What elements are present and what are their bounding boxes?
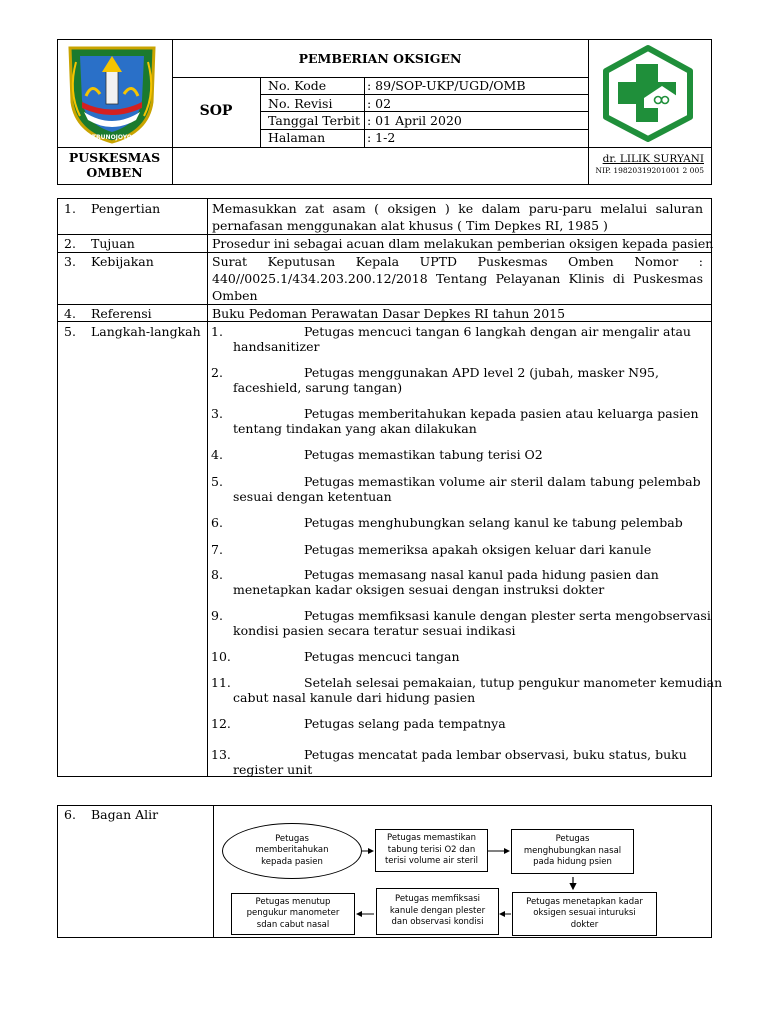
flow-text: Petugas	[555, 834, 590, 845]
signer-name: dr. LILIK SURYANI	[602, 153, 704, 165]
kebijakan-line3: Omben	[212, 288, 258, 303]
flow-text: tabung terisi O2 dan	[387, 844, 476, 855]
flow-text: Petugas memastikan	[387, 833, 476, 844]
step-text: Petugas selang pada tempatnya	[304, 716, 506, 731]
flow-text: Petugas menutup	[255, 896, 331, 907]
step-text: Petugas menggunakan APD level 2 (jubah, masker N95,	[304, 365, 659, 380]
step-number: 13.	[211, 747, 231, 762]
flow-box-menghubungkan-nasal	[511, 829, 634, 874]
flow-text: Petugas	[275, 833, 309, 844]
flow-text: pada hidung psien	[533, 857, 612, 868]
step-number: 7.	[211, 542, 223, 557]
kebijakan-line1: Surat Keputusan Kepala UPTD Puskesmas Omben Nomor :	[212, 254, 703, 269]
step-number: 8.	[211, 567, 223, 582]
step-text-cont: cabut nasal kanule dari hidung pasien	[233, 690, 476, 705]
step-text: Petugas memastikan volume air steril dalam tabung pelembab	[304, 474, 701, 489]
step-text: Petugas memastikan tabung terisi O2	[304, 447, 543, 462]
flow-text: oksigen sesuai inturuksi	[533, 908, 636, 919]
flow-box-memastikan-tabung	[375, 829, 488, 872]
step-text-cont: register unit	[233, 762, 313, 777]
step-number: 9.	[211, 608, 223, 623]
step-text: Petugas memberitahukan kepada pasien atau keluarga pasien	[304, 406, 699, 421]
flow-text: dan observasi kondisi	[391, 917, 484, 928]
step-text: Petugas mencuci tangan 6 langkah dengan air mengalir atau	[304, 324, 691, 339]
step-text-cont: kondisi pasien secara teratur sesuai indikasi	[233, 623, 516, 638]
flow-text: dokter	[570, 919, 599, 930]
step-text-cont: sesuai dengan ketentuan	[233, 489, 392, 504]
org-name-line1: PUSKESMAS	[68, 150, 161, 165]
section-number: 5.	[64, 324, 76, 339]
flow-text: terisi volume air steril	[384, 856, 479, 867]
document-title: PEMBERIAN OKSIGEN	[298, 51, 462, 66]
section-label-tujuan: Tujuan	[91, 236, 135, 251]
step-text-cont: faceshield, sarung tangan)	[233, 380, 403, 395]
flow-text: sdan cabut nasal	[256, 919, 330, 930]
meta-label-revisi: No. Revisi	[268, 96, 333, 111]
section-number: 6.	[64, 807, 76, 822]
signer-nip: NIP. 19820319201001 2 005	[595, 166, 704, 175]
flow-text: menghubungkan nasal	[523, 845, 622, 856]
meta-value-tanggal: : 01 April 2020	[367, 113, 462, 128]
step-number: 11.	[211, 675, 231, 690]
section-label-pengertian: Pengertian	[91, 201, 161, 216]
flow-box-menetapkan-kadar	[512, 892, 657, 936]
step-number: 3.	[211, 406, 223, 421]
meta-value-kode: : 89/SOP-UKP/UGD/OMB	[367, 78, 526, 93]
kebijakan-line2: 440//0025.1/434.203.200.12/2018 Tentang Pelayanan Klinis di Puskesmas	[212, 271, 703, 286]
section-label-kebijakan: Kebijakan	[91, 254, 154, 269]
section-label-referensi: Referensi	[91, 306, 152, 321]
flow-box-memberitahukan	[222, 823, 362, 879]
step-text-cont: handsanitizer	[233, 339, 320, 354]
meta-label-kode: No. Kode	[268, 78, 327, 93]
org-name-line2: OMBEN	[86, 165, 143, 180]
pengertian-line2: pernafasan menggunakan alat khusus ( Tim Depkes RI, 1985 )	[212, 218, 608, 233]
flow-text: kanule dengan plester	[389, 905, 486, 916]
section-number: 4.	[64, 306, 76, 321]
flow-text: Petugas memfiksasi	[395, 894, 480, 905]
step-text: Petugas memfiksasi kanule dengan plester serta mengobservasi	[304, 608, 711, 623]
section-number: 2.	[64, 236, 76, 251]
step-number: 4.	[211, 447, 223, 462]
step-number: 1.	[211, 324, 223, 339]
step-number: 5.	[211, 474, 223, 489]
step-text: Setelah selesai pemakaian, tutup pengukur manometer kemudian	[304, 675, 723, 690]
step-text-cont: menetapkan kadar oksigen sesuai dengan instruksi dokter	[233, 582, 605, 597]
step-text-cont: tentang tindakan yang akan dilakukan	[233, 421, 477, 436]
section-label-langkah: Langkah-langkah	[91, 324, 201, 339]
sop-label: SOP	[199, 103, 233, 119]
step-number: 6.	[211, 515, 223, 530]
svg-text:TRUNOJOYO: TRUNOJOYO	[91, 134, 133, 141]
step-text: Petugas mencuci tangan	[304, 649, 460, 664]
flow-box-memfiksasi	[376, 888, 499, 935]
meta-label-tanggal: Tanggal Terbit	[268, 113, 361, 128]
section-number: 3.	[64, 254, 76, 269]
section-label-bagan-alir: Bagan Alir	[91, 807, 159, 822]
meta-value-revisi: : 02	[367, 96, 392, 111]
pengertian-line1: Memasukkan zat asam ( oksigen ) ke dalam paru-paru melalui saluran	[212, 201, 703, 216]
flow-text: memberitahukan	[255, 845, 329, 856]
step-number: 12.	[211, 716, 231, 731]
flow-box-menutup-manometer	[231, 893, 355, 935]
step-text: Petugas menghubungkan selang kanul ke tabung pelembab	[304, 515, 683, 530]
step-text: Petugas memasang nasal kanul pada hidung pasien dan	[304, 567, 659, 582]
referensi-text: Buku Pedoman Perawatan Dasar Depkes RI tahun 2015	[212, 306, 566, 321]
step-text: Petugas memeriksa apakah oksigen keluar dari kanule	[304, 542, 652, 557]
step-number: 10.	[211, 649, 231, 664]
meta-label-halaman: Halaman	[268, 130, 326, 145]
flow-text: kepada pasien	[261, 856, 323, 867]
section-number: 1.	[64, 201, 76, 216]
meta-value-halaman: : 1-2	[367, 130, 396, 145]
flow-text: pengukur manometer	[246, 908, 340, 919]
step-number: 2.	[211, 365, 223, 380]
flow-text: Petugas menetapkan kadar	[526, 896, 643, 907]
tujuan-text: Prosedur ini sebagai acuan dlam melakukan pemberian oksigen kepada pasien	[212, 236, 714, 251]
step-text: Petugas mencatat pada lembar observasi, buku status, buku	[304, 747, 687, 762]
